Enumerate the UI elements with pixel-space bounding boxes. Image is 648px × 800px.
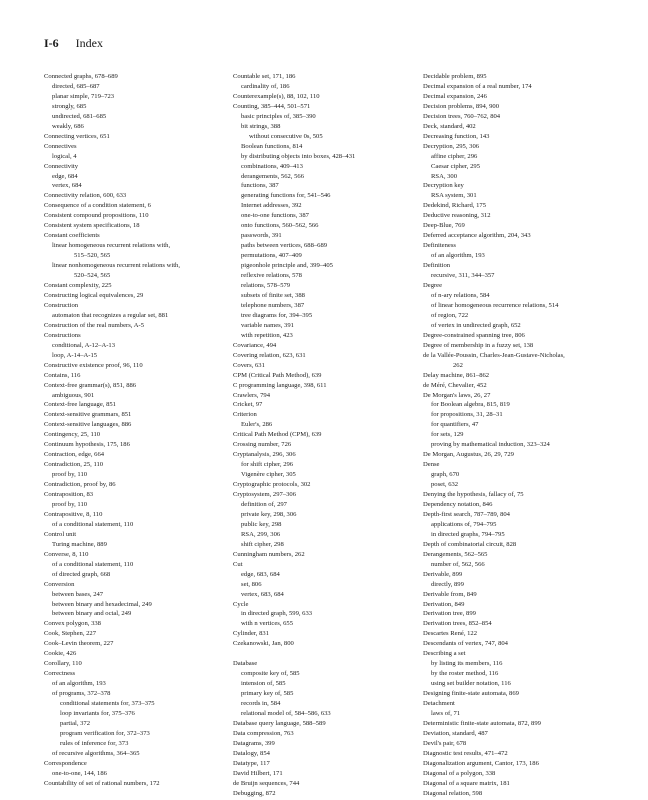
index-entry: Decidable problem, 895 bbox=[423, 73, 487, 80]
index-entry: Cook, Stephen, 227 bbox=[44, 630, 97, 638]
index-entry: Decision problems, 894, 900 bbox=[423, 102, 500, 110]
index-subentry: set, 806 bbox=[241, 580, 262, 588]
index-entry: Decision trees, 760–762, 804 bbox=[423, 112, 501, 120]
index-entry: Crossing number, 726 bbox=[233, 441, 292, 449]
index-entry: Connectivity bbox=[44, 162, 79, 170]
index-entry: Decryption key bbox=[423, 182, 464, 190]
index-entry: Database bbox=[233, 660, 258, 668]
index-subentry: one-to-one, 144, 186 bbox=[52, 769, 107, 777]
index-subentry: Euler's, 286 bbox=[241, 421, 273, 429]
index-subentry: poset, 632 bbox=[431, 481, 459, 489]
index-subentry: of an algorithm, 193 bbox=[52, 680, 106, 688]
index-subentry: relational model of, 584–586, 633 bbox=[241, 710, 331, 718]
index-subentry: definition of, 297 bbox=[241, 500, 287, 508]
index-subentry: proving by mathematical induction, 323–324 bbox=[431, 441, 550, 449]
index-subentry: tree diagrams for, 394–395 bbox=[241, 311, 313, 319]
index-subentry: 515–520, 565 bbox=[74, 252, 111, 260]
index-subentry: for shift cipher, 296 bbox=[241, 461, 294, 469]
index-subentry: rules of inference for, 373 bbox=[60, 739, 129, 747]
index-subentry: one-to-one functions, 387 bbox=[241, 212, 309, 220]
index-entry: Degree of membership in a fuzzy set, 138 bbox=[423, 341, 534, 349]
index-entry: Depth-first search, 787–789, 804 bbox=[423, 510, 510, 518]
index-entry: Countability of set of rational numbers, 172 bbox=[44, 779, 160, 787]
index-subentry: for quantifiers, 47 bbox=[431, 421, 479, 429]
index-subentry: loop, A-14–A-15 bbox=[52, 351, 98, 359]
index-entry: Constructive existence proof, 96, 110 bbox=[44, 361, 143, 369]
index-entry: Derivation trees, 852–854 bbox=[423, 620, 492, 628]
index-subentry: of a conditional statement, 110 bbox=[52, 520, 134, 528]
index-subentry: conditional statements for, 373–375 bbox=[60, 700, 155, 708]
page-title: Index bbox=[75, 36, 103, 50]
index-subentry: private key, 298, 306 bbox=[241, 510, 297, 518]
index-subentry: edge, 683, 684 bbox=[241, 570, 280, 578]
index-entry: Constant coefficients bbox=[44, 232, 100, 240]
index-subentry: linear nonhomogeneous recurrent relations with, bbox=[52, 262, 180, 270]
index-subentry: generating functions for, 541–546 bbox=[241, 192, 331, 200]
index-subentry: variable names, 391 bbox=[241, 321, 294, 329]
index-entry: Contraction, edge, 664 bbox=[44, 451, 105, 459]
index-entry: Context-free grammar(s), 851, 886 bbox=[44, 381, 137, 389]
index-entry: Contradiction, proof by, 86 bbox=[44, 481, 116, 489]
index-entry: Deductive reasoning, 312 bbox=[423, 212, 491, 220]
index-entry: de Méré, Chevalier, 452 bbox=[423, 381, 487, 389]
index-subentry: by listing its members, 116 bbox=[431, 660, 503, 668]
index-subentry: Internet addresses, 392 bbox=[241, 202, 302, 210]
index-entry: Derivation, 849 bbox=[423, 600, 465, 608]
index-column-1 bbox=[44, 72, 224, 789]
index-subentry: without consecutive 0s, 505 bbox=[249, 132, 323, 140]
index-subentry: shift cipher, 298 bbox=[241, 540, 284, 548]
index-subentry: ambiguous, 901 bbox=[52, 391, 95, 399]
index-subentry: with repetition, 423 bbox=[241, 331, 293, 339]
index-entry: Cryptosystem, 297–306 bbox=[233, 491, 297, 499]
index-entry: Crawlers, 794 bbox=[233, 391, 270, 399]
index-subentry: of directed graph, 668 bbox=[52, 570, 111, 578]
index-entry: Diagnostic test results, 471–472 bbox=[423, 749, 508, 757]
index-entry: Constant complexity, 225 bbox=[44, 282, 112, 290]
index-entry: Correctness bbox=[44, 670, 76, 678]
index-subentry: passwords, 391 bbox=[241, 232, 282, 240]
index-entry: Cycle bbox=[233, 600, 249, 608]
index-entry: Counting, 385–444, 501–571 bbox=[233, 102, 311, 110]
index-subentry: composite key of, 585 bbox=[241, 670, 300, 678]
index-subentry: of vertex in undirected graph, 652 bbox=[431, 321, 521, 329]
index-column-3 bbox=[423, 72, 603, 799]
index-entry: Data compression, 763 bbox=[233, 729, 294, 737]
index-entry: Cookie, 426 bbox=[44, 650, 77, 658]
index-subentry: weakly, 686 bbox=[52, 122, 84, 130]
index-subentry: applications of, 794–795 bbox=[431, 520, 497, 528]
index-entry: Cryptographic protocols, 302 bbox=[233, 481, 311, 489]
index-entry: Cut bbox=[233, 560, 243, 568]
index-subentry: between bases, 247 bbox=[52, 590, 104, 598]
index-entry: Construction of the real numbers, A-5 bbox=[44, 321, 144, 329]
index-entry: Cylinder, 831 bbox=[233, 630, 269, 638]
index-entry: Datalogy, 854 bbox=[233, 749, 270, 757]
index-entry: Consistent compound propositions, 110 bbox=[44, 212, 149, 220]
index-entry: Control unit bbox=[44, 530, 77, 538]
index-subentry: cardinality of, 186 bbox=[241, 82, 290, 90]
index-entry: Decimal expansion, 246 bbox=[423, 92, 487, 100]
index-entry: Cryptanalysis, 296, 306 bbox=[233, 451, 296, 459]
index-entry: Consequence of a condition statement, 6 bbox=[44, 202, 151, 210]
index-subentry: planar simple, 719–723 bbox=[52, 92, 115, 100]
index-subentry: directly, 899 bbox=[431, 580, 464, 588]
index-subentry: of linear homogeneous recurrence relations, 514 bbox=[431, 301, 559, 309]
index-entry: Datagrams, 399 bbox=[233, 739, 275, 747]
index-entry: Contains, 116 bbox=[44, 371, 81, 379]
index-subentry: of an algorithm, 193 bbox=[431, 252, 485, 260]
index-subentry: functions, 387 bbox=[241, 182, 279, 190]
index-subentry: in directed graphs, 794–795 bbox=[431, 530, 505, 538]
index-subentry: Boolean functions, 814 bbox=[241, 142, 303, 150]
index-subentry: records in, 584 bbox=[241, 700, 281, 708]
index-subentry: public key, 298 bbox=[241, 520, 282, 528]
index-entry: Degree-constrained spanning tree, 806 bbox=[423, 331, 525, 339]
index-subentry: directed, 685–687 bbox=[52, 82, 100, 90]
section-gap bbox=[233, 649, 413, 659]
index-entry: Detachment bbox=[423, 700, 455, 708]
index-entry: Designing finite-state automata, 869 bbox=[423, 690, 519, 698]
index-subentry: of programs, 372–378 bbox=[52, 690, 111, 698]
index-subentry: proof by, 110 bbox=[52, 471, 88, 479]
index-entry: Decimal expansion of a real number, 174 bbox=[423, 82, 532, 90]
index-subentry: permutations, 407–409 bbox=[241, 252, 302, 260]
index-entry: Contraposition, 83 bbox=[44, 491, 94, 499]
index-entry: Datatype, 117 bbox=[233, 759, 270, 767]
index-subentry: RSA, 299, 306 bbox=[241, 530, 281, 538]
index-entry: Dependency notation, 846 bbox=[423, 500, 493, 508]
index-subentry: in directed graph, 599, 633 bbox=[241, 610, 313, 618]
index-entry: Deck, standard, 402 bbox=[423, 122, 476, 130]
index-subentry: loop invariants for, 375–376 bbox=[60, 710, 135, 717]
index-subentry: bit strings, 388 bbox=[241, 122, 281, 130]
index-entry: Corollary, 110 bbox=[44, 660, 82, 668]
index-subentry: linear homogeneous recurrent relations with, bbox=[52, 242, 171, 250]
index-entry: C programming language, 398, 611 bbox=[233, 381, 327, 389]
index-subentry: using set builder notation, 116 bbox=[431, 680, 511, 688]
index-entry: Database query language, 588–589 bbox=[233, 720, 326, 727]
index-entry: Contrapositive, 8, 110 bbox=[44, 510, 103, 518]
index-subentry: onto functions, 560–562, 566 bbox=[241, 222, 319, 230]
index-subentry: of a conditional statement, 110 bbox=[52, 560, 134, 568]
page-number: I-6 bbox=[44, 36, 59, 50]
index-subentry: RSA system, 301 bbox=[431, 192, 477, 200]
index-subentry: graph, 670 bbox=[431, 471, 460, 479]
index-subentry: Turing machine, 889 bbox=[52, 540, 107, 548]
index-entry: de Bruijn sequences, 744 bbox=[233, 779, 300, 787]
index-entry: Continuum hypothesis, 175, 186 bbox=[44, 441, 130, 449]
index-entry: Deep-Blue, 769 bbox=[423, 222, 465, 230]
index-entry: Debugging, 872 bbox=[233, 789, 276, 797]
index-entry: Devil's pair, 678 bbox=[423, 739, 467, 747]
index-subentry: proof by, 110 bbox=[52, 500, 88, 508]
index-entry: Context-free language, 851 bbox=[44, 401, 116, 409]
index-entry: De Morgan's laws, 26, 27 bbox=[423, 391, 491, 399]
index-subentry: strongly, 685 bbox=[52, 102, 87, 110]
index-subentry: number of, 562, 566 bbox=[431, 560, 485, 568]
index-subentry: 520–524, 565 bbox=[74, 272, 111, 280]
index-entry: Cricket, 97 bbox=[233, 401, 263, 409]
index-entry: Depth of combinatorial circuit, 828 bbox=[423, 540, 517, 548]
index-subentry: by distributing objects into boxes, 428–431 bbox=[241, 152, 356, 160]
index-subentry: program verification for, 372–373 bbox=[60, 729, 150, 737]
index-subentry: 262 bbox=[453, 361, 463, 369]
index-entry: Describing a set bbox=[423, 650, 466, 658]
index-entry: Contradiction, 25, 110 bbox=[44, 461, 104, 469]
index-subentry: vertex, 683, 684 bbox=[241, 590, 284, 598]
index-entry: Deviation, standard, 487 bbox=[423, 729, 488, 737]
index-subentry: conditional, A-12–A-13 bbox=[52, 341, 115, 349]
index-subentry: paths between vertices, 688–689 bbox=[241, 242, 328, 250]
index-subentry: laws of, 71 bbox=[431, 710, 461, 717]
index-entry: Conversion bbox=[44, 580, 75, 588]
index-entry: Denying the hypothesis, fallacy of, 75 bbox=[423, 491, 524, 499]
index-entry: Cook–Levin theorem, 227 bbox=[44, 640, 114, 648]
index-subentry: intension of, 585 bbox=[241, 680, 286, 688]
index-subentry: automaton that recognizes a regular set, 881 bbox=[52, 311, 169, 319]
index-entry: Covers, 631 bbox=[233, 361, 265, 369]
index-entry: Covering relation, 623, 631 bbox=[233, 351, 306, 359]
index-subentry: with n vertices, 655 bbox=[241, 620, 294, 628]
index-entry: Consistent system specifications, 18 bbox=[44, 222, 140, 230]
index-subentry: of recursive algorithms, 364–365 bbox=[52, 749, 140, 757]
index-entry: Context-sensitive grammars, 851 bbox=[44, 411, 132, 419]
index-subentry: derangements, 562, 566 bbox=[241, 172, 304, 180]
index-subentry: edge, 684 bbox=[52, 172, 78, 180]
index-entry: Diagonal relation, 598 bbox=[423, 789, 483, 797]
index-entry: Delay machine, 861–862 bbox=[423, 371, 490, 379]
index-subentry: logical, 4 bbox=[52, 152, 77, 160]
index-subentry: reflexive relations, 578 bbox=[241, 272, 302, 280]
index-subentry: of region, 722 bbox=[431, 311, 469, 319]
index-entry: Descendants of vertex, 747, 804 bbox=[423, 640, 508, 648]
index-entry: Connected graphs, 678–689 bbox=[44, 73, 118, 80]
index-entry: Constructing logical equivalences, 29 bbox=[44, 291, 144, 299]
index-column-2 bbox=[233, 72, 413, 799]
index-subentry: for Boolean algebra, 815, 819 bbox=[431, 401, 510, 409]
index-entry: Degree bbox=[423, 282, 443, 290]
index-entry: Decreasing function, 143 bbox=[423, 132, 490, 140]
index-entry: Connectives bbox=[44, 142, 77, 150]
index-entry: Cunningham numbers, 262 bbox=[233, 550, 305, 558]
index-subentry: basic principles of, 385–390 bbox=[241, 112, 316, 120]
index-subentry: Vigenère cipher, 305 bbox=[241, 471, 296, 479]
index-entry: Covariance, 494 bbox=[233, 341, 277, 349]
index-subentry: relations, 578–579 bbox=[241, 282, 291, 290]
index-entry: Contingency, 25, 110 bbox=[44, 431, 101, 439]
index-subentry: RSA, 300 bbox=[431, 172, 458, 180]
index-entry: Deferred acceptance algorithm, 204, 343 bbox=[423, 232, 531, 240]
index-entry: De Morgan, Augustus, 26, 29, 729 bbox=[423, 451, 514, 459]
index-entry: Countable set, 171, 186 bbox=[233, 73, 296, 80]
index-subentry: pigeonhole principle and, 399–405 bbox=[241, 262, 333, 270]
index-subentry: by the roster method, 116 bbox=[431, 670, 499, 678]
index-entry: Diagonal of a polygon, 338 bbox=[423, 769, 496, 777]
index-subentry: combinations, 409–413 bbox=[241, 162, 303, 170]
index-entry: CPM (Critical Path Method), 639 bbox=[233, 371, 322, 379]
index-entry: Correspondence bbox=[44, 759, 87, 767]
index-entry: Derivation tree, 899 bbox=[423, 610, 476, 618]
index-subentry: vertex, 684 bbox=[52, 182, 82, 190]
index-subentry: subsets of finite set, 388 bbox=[241, 291, 305, 299]
index-entry: Diagonalization argument, Cantor, 173, 186 bbox=[423, 759, 539, 767]
index-subentry: between binary and octal, 249 bbox=[52, 610, 132, 618]
index-entry: Definiteness bbox=[423, 242, 456, 250]
index-subentry: partial, 372 bbox=[60, 719, 91, 727]
index-entry: Derivable from, 849 bbox=[423, 590, 477, 598]
index-subentry: recursive, 311, 344–357 bbox=[431, 272, 495, 280]
index-entry: Connectivity relation, 600, 633 bbox=[44, 192, 127, 200]
index-entry: Constructions bbox=[44, 331, 81, 339]
index-entry: Dedekind, Richard, 175 bbox=[423, 202, 486, 210]
index-subentry: between binary and hexadecimal, 249 bbox=[52, 600, 152, 608]
index-subentry: undirected, 681–685 bbox=[52, 112, 107, 120]
page-header bbox=[44, 36, 103, 51]
index-entry: Counterexample(s), 88, 102, 110 bbox=[233, 92, 320, 100]
index-entry: David Hilbert, 171 bbox=[233, 769, 283, 777]
index-entry: Converse, 8, 110 bbox=[44, 550, 89, 558]
index-subentry: for sets, 129 bbox=[431, 431, 464, 439]
index-entry: Descartes René, 122 bbox=[423, 630, 478, 638]
index-entry: Decryption, 295, 306 bbox=[423, 142, 480, 150]
index-entry: Connecting vertices, 651 bbox=[44, 132, 110, 140]
index-subentry: Caesar cipher, 295 bbox=[431, 162, 480, 170]
index-entry: Construction bbox=[44, 301, 79, 309]
index-entry: Derangements, 562–565 bbox=[423, 550, 488, 558]
index-entry: Context-sensitive languages, 886 bbox=[44, 421, 132, 429]
index-entry: Convex polygon, 338 bbox=[44, 620, 101, 628]
index-entry: Diagonal of a square matrix, 181 bbox=[423, 779, 510, 787]
index-subentry: affine cipher, 296 bbox=[431, 152, 478, 160]
index-entry: Definition bbox=[423, 262, 451, 270]
index-subentry: primary key of, 585 bbox=[241, 690, 294, 698]
index-entry: Czekanowski, Jan, 800 bbox=[233, 640, 294, 648]
index-entry: Critical Path Method (CPM), 639 bbox=[233, 431, 322, 439]
index-entry: de la Vallée-Poussin, Charles-Jean-Gustave-Nicholas, bbox=[423, 351, 565, 359]
index-entry: Criterion bbox=[233, 411, 257, 419]
index-entry: Deterministic finite-state automata, 872, 899 bbox=[423, 719, 541, 727]
index-subentry: for propositions, 31, 28–31 bbox=[431, 411, 503, 419]
index-entry: Derivable, 899 bbox=[423, 570, 463, 578]
index-subentry: telephone numbers, 387 bbox=[241, 301, 305, 309]
index-subentry: of n-ary relations, 584 bbox=[431, 291, 490, 299]
index-entry: Dense bbox=[423, 461, 440, 469]
